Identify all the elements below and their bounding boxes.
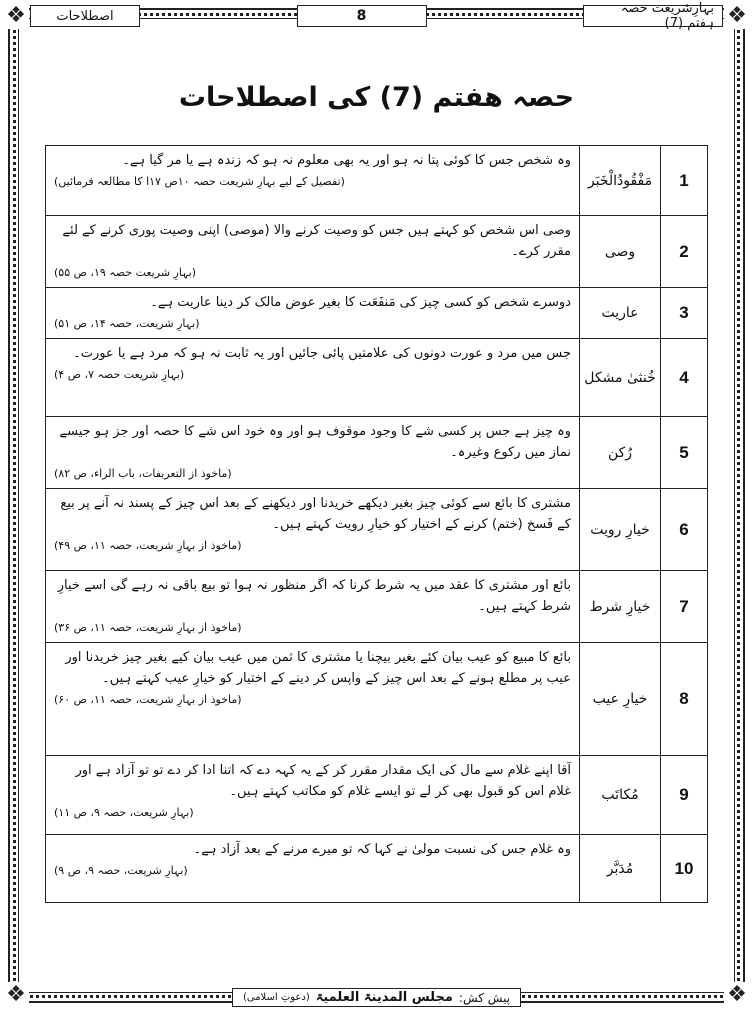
term-row	[46, 571, 708, 643]
page-footer	[0, 988, 753, 1007]
book-title: بہارِشریعت حصہ ہفتم (7)	[583, 5, 723, 27]
term-name: مُکاتَب	[580, 756, 661, 835]
term-row	[46, 288, 708, 339]
term-number: 5	[661, 417, 708, 489]
publisher-label: پیش کش:	[458, 990, 511, 1005]
term-number: 2	[661, 216, 708, 288]
term-definition-cell	[46, 417, 580, 489]
term-definition: وہ غلام جس کی نسبت مولیٰ نے کہا کہ تو میرے مرنے کے بعد آزاد ہے۔	[193, 842, 571, 857]
term-definition-cell	[46, 288, 580, 339]
term-number: 10	[661, 835, 708, 903]
term-number: 9	[661, 756, 708, 835]
term-definition: جس میں مرد و عورت دونوں کی علامتیں پائی جائیں اور یہ ثابت نہ ہو کہ مرد ہے یا عورت۔	[73, 346, 571, 361]
term-reference: (بہارِ شریعت حصہ ۱۹، ص ۵۵)	[54, 266, 196, 279]
term-reference: (ماخوذ از بہارِ شریعت، حصہ ۱۱، ص ۶۰)	[54, 693, 242, 706]
term-row	[46, 216, 708, 288]
term-definition-cell	[46, 146, 580, 216]
term-reference: (ماخوذ از التعریفات، باب الراء، ص ۸۲)	[54, 467, 232, 480]
publisher-box	[232, 988, 521, 1007]
term-definition-cell	[46, 835, 580, 903]
corner-ornament-icon: ❖	[724, 982, 750, 1008]
term-reference: (تفصیل کے لیے بہارِ شریعت حصہ ۱۰ص ۱۷ا کا مطالعہ فرمائیں)	[54, 175, 345, 188]
term-reference: (بہارِ شریعت، حصہ ۹، ص ۹)	[54, 864, 188, 877]
term-definition-cell	[46, 756, 580, 835]
term-name: رُکن	[580, 417, 661, 489]
term-definition: وہ شخص جس کا کوئی پتا نہ ہو اور یہ بھی معلوم نہ ہو کہ زندہ ہے یا مر گیا ہے۔	[122, 153, 571, 168]
term-definition-cell	[46, 489, 580, 571]
term-reference: (ماخوذ از بہارِ شریعت، حصہ ۱۱، ص ۴۹)	[54, 539, 242, 552]
term-definition-cell	[46, 339, 580, 417]
term-row	[46, 643, 708, 756]
term-definition-cell	[46, 571, 580, 643]
term-definition: دوسرے شخص کو کسی چیز کی مَنفَعَت کا بغیر عوض مالک کر دینا عاریت ہے۔	[150, 295, 571, 310]
term-number: 1	[661, 146, 708, 216]
term-reference: (بہارِ شریعت حصہ ۷، ص ۴)	[54, 368, 185, 381]
publisher-sub: (دعوتِ اسلامی)	[242, 992, 310, 1003]
term-name: خیارِ شرط	[580, 571, 661, 643]
term-row	[46, 756, 708, 835]
term-number: 6	[661, 489, 708, 571]
term-definition: آقا اپنے غلام سے مال کی ایک مقدار مقرر کر کے یہ کہہ دے کہ اتنا ادا کر دے تو تو آزاد ہے اور غلام اس کو قبول بھی کر لے تو ایسے غلام کو مکاتب کہتے ہیں۔	[75, 763, 571, 799]
term-definition: بائع کا مبیع کو عیب بیان کئے بغیر بیچنا یا مشتری کا ثمن میں عیب بیان کیے بغیر چیز خریدنا اور عیب پر مطلع ہونے کے بعد اس چیز کے واپس کر دینے کے اختیار کو خیارِ عیب کہتے ہیں۔	[65, 650, 571, 686]
page-header	[30, 1, 723, 31]
term-number: 4	[661, 339, 708, 417]
terms-table	[45, 145, 708, 903]
term-definition-cell	[46, 216, 580, 288]
term-name: خُنثیٰ مشکل	[580, 339, 661, 417]
term-definition: بائع اور مشتری کا عقد میں یہ شرط کرنا کہ اگر منظور نہ ہوا تو بیع باقی نہ رہے گی اسے خیارِ شرط کہتے ہیں۔	[57, 578, 571, 614]
section-title: اصطلاحات	[30, 5, 140, 27]
term-reference: (ماخوذ از بہارِ شریعت، حصہ ۱۱، ص ۳۶)	[54, 621, 242, 634]
term-number: 3	[661, 288, 708, 339]
term-definition: مشتری کا بائع سے کوئی چیز بغیر دیکھے خریدنا اور دیکھنے کے بعد اس چیز کے پسند نہ آنے پر بیع کے فَسخ (ختم) کرنے کے اختیار کو خیارِ رویت کہتے ہیں۔	[60, 496, 571, 532]
term-reference: (بہارِ شریعت، حصہ ۹، ص ۱۱)	[54, 806, 194, 819]
term-definition: وہ چیز ہے جس پر کسی شے کا وجود موقوف ہو اور وہ خود اس شے کا حصہ اور جز ہو جیسے نماز میں رکوع وغیرہ۔	[59, 424, 571, 460]
term-row	[46, 835, 708, 903]
publisher-name: مجلس المدینۃ العلمیۃ	[315, 990, 453, 1005]
term-name: مَفْقُودُالْخَبَر	[580, 146, 661, 216]
term-definition-cell	[46, 643, 580, 756]
term-reference: (بہارِ شریعت، حصہ ۱۴، ص ۵۱)	[54, 317, 200, 330]
term-row	[46, 339, 708, 417]
term-name: خیارِ رویت	[580, 489, 661, 571]
term-name: وصی	[580, 216, 661, 288]
corner-ornament-icon: ❖	[3, 982, 29, 1008]
term-definition: وصی اس شخص کو کہتے ہیں جس کو وصیت کرنے والا (موصی) اپنی وصیت پوری کرنے کے لئے مقرر کرے۔	[62, 223, 571, 259]
term-row	[46, 146, 708, 216]
term-number: 7	[661, 571, 708, 643]
term-name: خیارِ عیب	[580, 643, 661, 756]
term-row	[46, 417, 708, 489]
page-number: 8	[297, 5, 427, 27]
term-name: مُدَبَّر	[580, 835, 661, 903]
term-number: 8	[661, 643, 708, 756]
term-row	[46, 489, 708, 571]
term-name: عاریت	[580, 288, 661, 339]
corner-ornament-icon: ❖	[724, 3, 750, 29]
page-title: حصہ ھفتم (7) کی اصطلاحات	[178, 82, 575, 113]
corner-ornament-icon: ❖	[3, 3, 29, 29]
